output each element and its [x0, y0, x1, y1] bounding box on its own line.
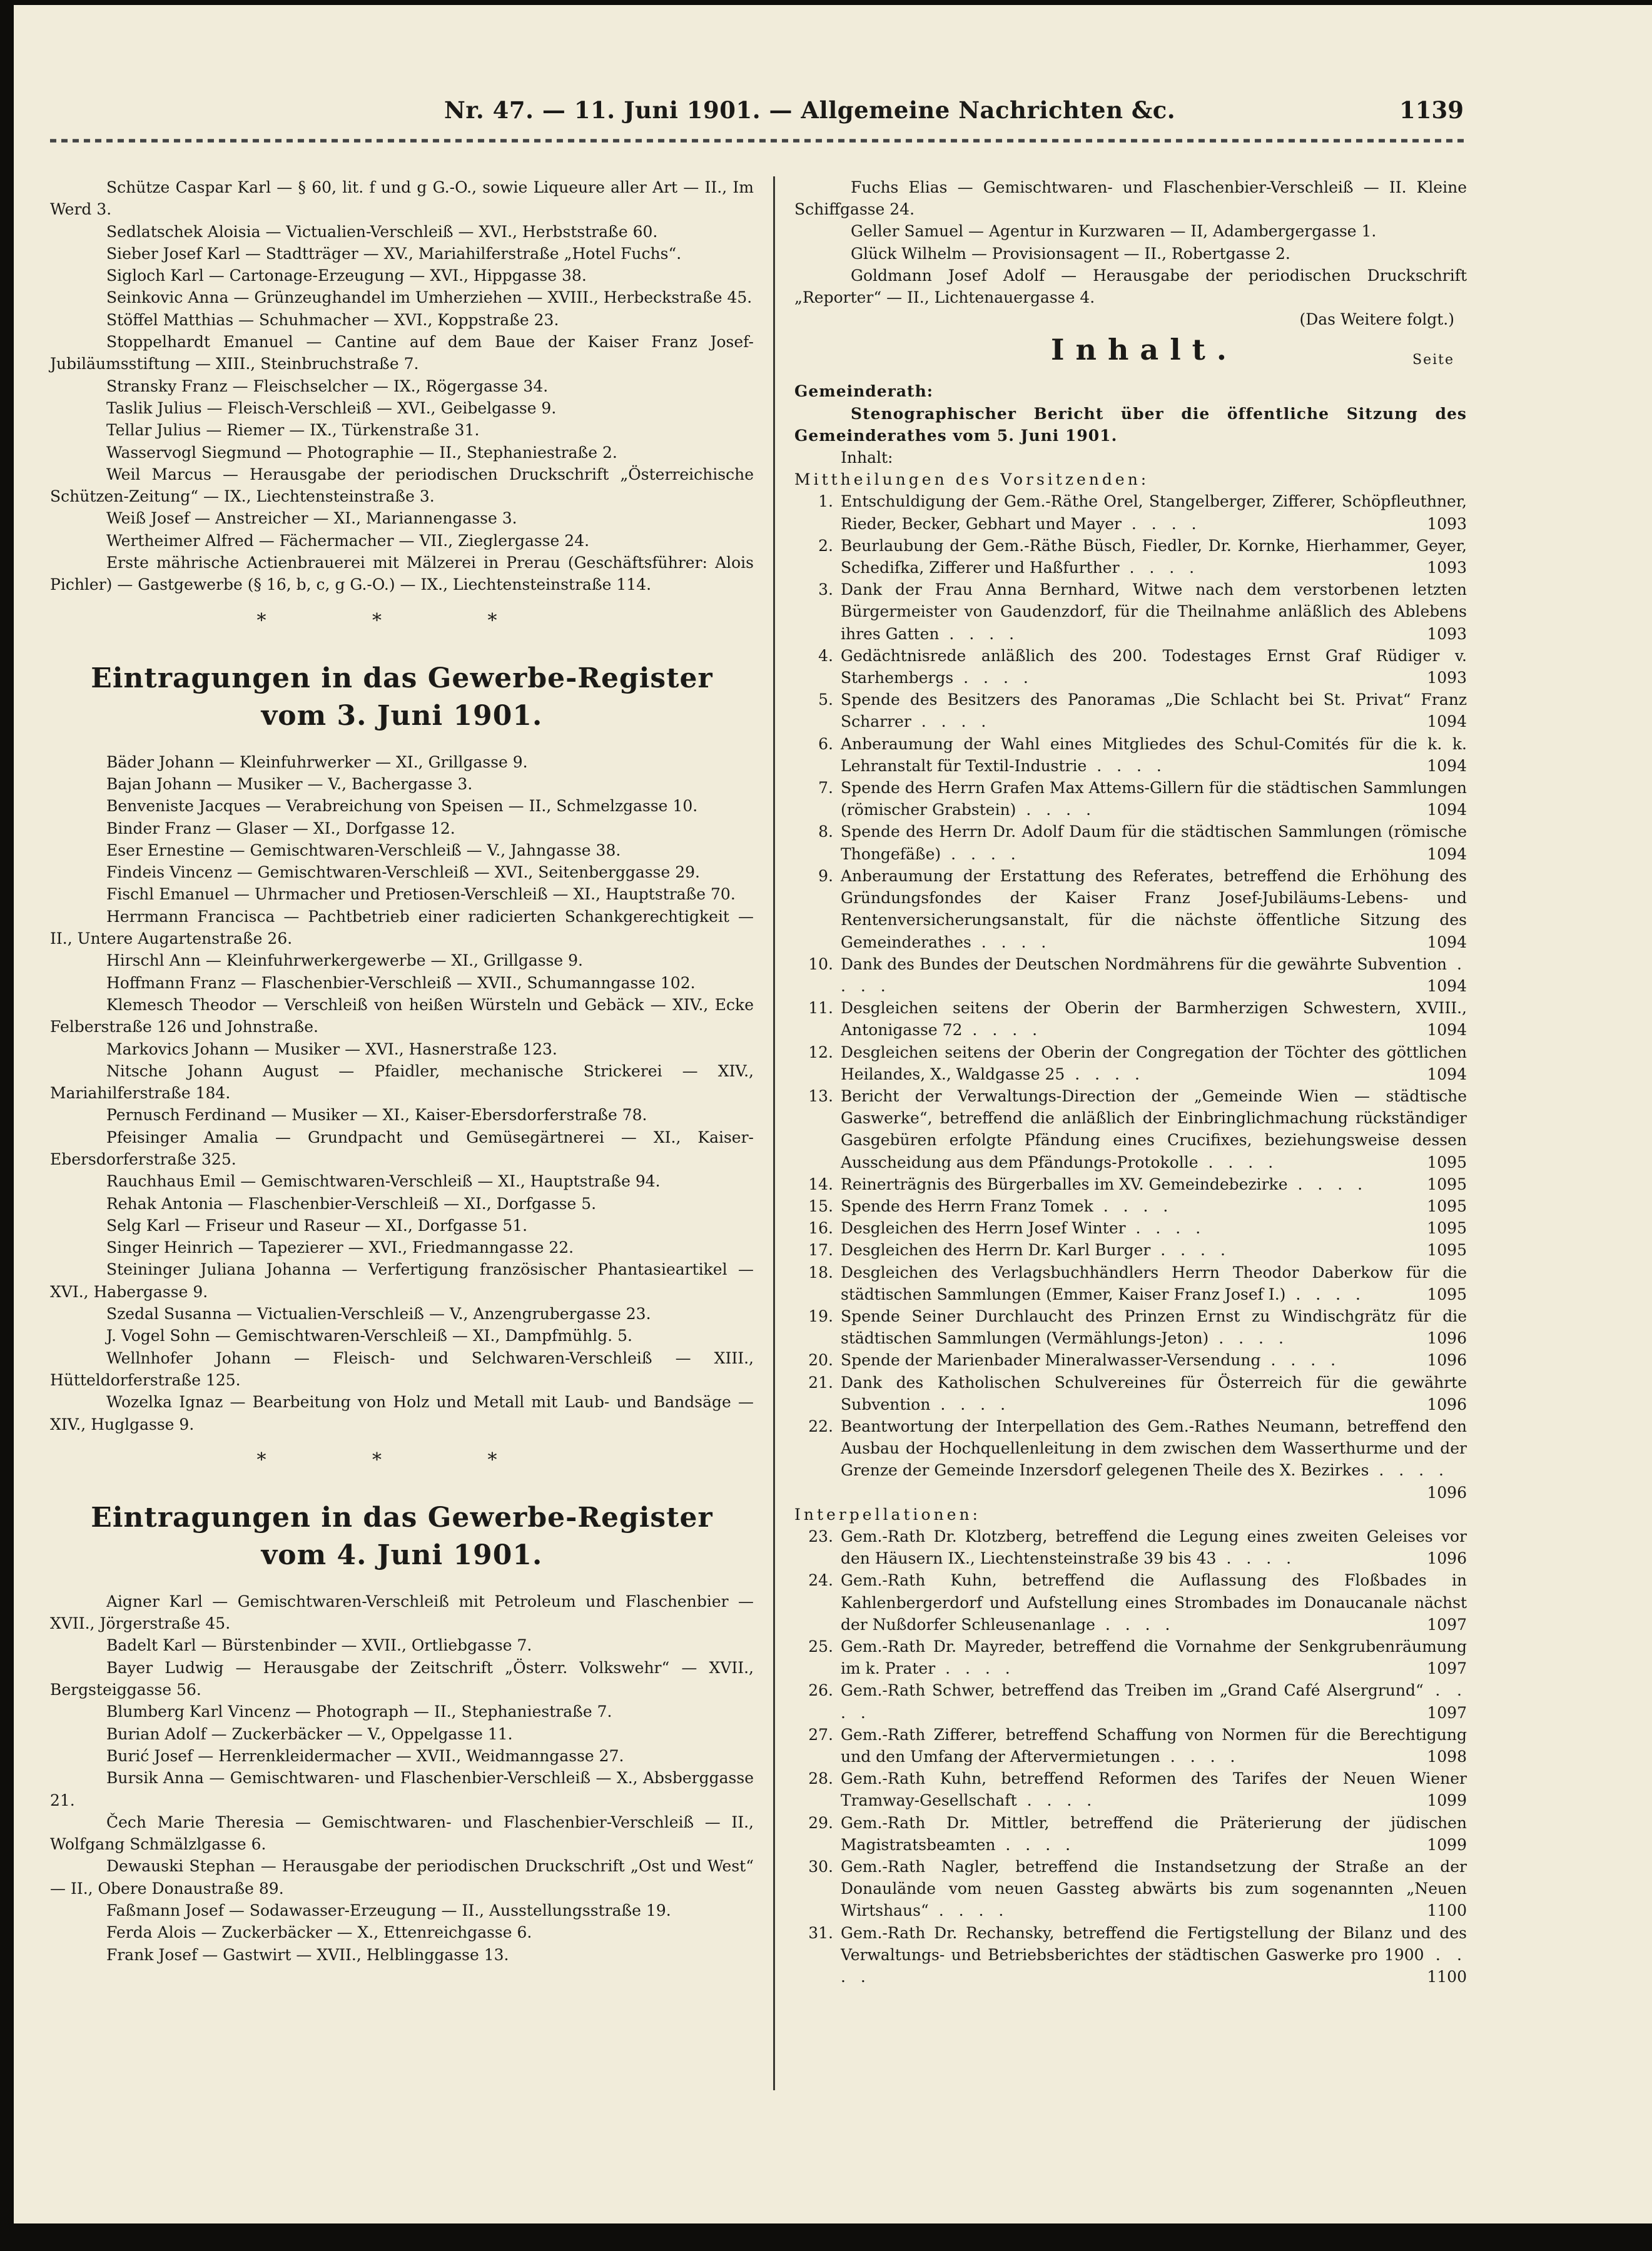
contents-title: Inhalt. [1051, 333, 1238, 367]
contents-item-text-wrap [841, 1305, 1467, 1349]
section-title-line2: vom 3. Juni 1901. [261, 699, 543, 732]
contents-item-text: Desgleichen des Verlagsbuchhändlers Herrn Theodor Daberkow für die städtischen Sammlungen (Emmer, Kaiser Franz Josef I.) [841, 1263, 1467, 1303]
contents-item [794, 1569, 1467, 1636]
register-entry: Erste mährische Actienbrauerei mit Mälzerei in Prerau (Geschäftsführer: Alois Pichler) — Gastgewerbe (§ 16, b, c, g G.-O.) — IX., Liechtensteinstraße 114. [50, 554, 754, 594]
contents-item-page: 1094 [1427, 933, 1467, 951]
register-entry: Stransky Franz — Fleischselcher — IX., Rögergasse 34. [106, 377, 549, 395]
contents-item [794, 1239, 1467, 1261]
contents-item-text-wrap [841, 1922, 1467, 1988]
register-entry: Bajan Johann — Musiker — V., Bachergasse 3. [106, 774, 473, 793]
contents-item-page: 1097 [1427, 1615, 1467, 1634]
contents-item-page: 1096 [1427, 1483, 1467, 1502]
register-entry: Eser Ernestine — Gemischtwaren-Verschleiß — V., Jahngasse 38. [106, 841, 621, 859]
register-entry: Geller Samuel — Agentur in Kurzwaren — II, Adambergergasse 1. [851, 222, 1377, 241]
contents-item-text: Desgleichen seitens der Oberin der Barmherzigen Schwestern, XVIII., Antonigasse 72 [841, 999, 1467, 1040]
contents-item-page: 1098 [1427, 1748, 1467, 1766]
contents-item-number: 20. [808, 1351, 833, 1370]
contents-item-number: 21. [808, 1373, 833, 1392]
contents-item-page: 1094 [1427, 801, 1467, 819]
contents-item-text-wrap [841, 777, 1467, 821]
register-entry: Stoppelhardt Emanuel — Cantine auf dem Baue der Kaiser Franz Josef-Jubiläumsstiftung — XIII., Steinbruchstraße 7. [50, 333, 754, 373]
contents-item-text-wrap [841, 733, 1467, 777]
contents-item-number: 7. [818, 779, 833, 797]
contents-item-text: Spende Seiner Durchlaucht des Prinzen Ernst zu Windischgrätz für die städtischen Sammlungen (Vermählungs-Jeton) [841, 1307, 1467, 1348]
register-entry: J. Vogel Sohn — Gemischtwaren-Verschleiß — XI., Dampfmühlg. 5. [106, 1327, 632, 1345]
register-entry: Bäder Johann — Kleinfuhrwerker — XI., Grillgasse 9. [106, 752, 528, 771]
section-title-june-3 [50, 660, 754, 735]
contents-item-number: 6. [818, 734, 833, 753]
register-entry: Wasservogl Siegmund — Photographie — II., Stephaniestraße 2. [106, 443, 617, 462]
contents-item-page: 1099 [1427, 1835, 1467, 1854]
contents-item-text: Beurlaubung der Gem.-Räthe Büsch, Fiedler, Dr. Kornke, Hierhammer, Geyer, Schedifka, Zifferer und Haßfurther [841, 536, 1467, 577]
contents-item [794, 1041, 1467, 1085]
contents-item-number: 16. [808, 1219, 833, 1238]
contents-item-text: Gem.-Rath Dr. Rechansky, betreffend die Fertigstellung der Bilanz und des Verwaltungs- und Betriebsberichtes der städtischen Gaswerke pro 1900 [841, 1923, 1467, 1964]
register-entry: Badelt Karl — Bürstenbinder — XVII., Ortliebgasse 7. [106, 1636, 532, 1655]
contents-item-text: Gem.-Rath Zifferer, betreffend Schaffung von Normen für die Berechtigung und den Umfang der Aftervermietungen [841, 1725, 1467, 1766]
contents-item [794, 733, 1467, 777]
contents-item-text-wrap [841, 1679, 1467, 1723]
right-column [794, 176, 1467, 2090]
leader-dots: . . . . [1016, 801, 1097, 819]
contents-item-number: 17. [808, 1241, 833, 1260]
scan-border-left [0, 0, 14, 2251]
column-separator [773, 176, 775, 2090]
leader-dots: . . . . [1065, 1065, 1145, 1083]
register-entry: Benveniste Jacques — Verabreichung von Speisen — II., Schmelzgasse 10. [106, 797, 698, 816]
register-entry: Faßmann Josef — Sodawasser-Erzeugung — II., Ausstellungsstraße 19. [106, 1901, 671, 1920]
leader-dots: . . . . [1216, 1549, 1297, 1568]
contents-item-text-wrap [841, 1525, 1467, 1569]
contents-item [794, 821, 1467, 864]
leader-dots: . . . . [928, 1901, 1009, 1920]
right-intro-entries [794, 176, 1467, 308]
contents-item-number: 29. [808, 1813, 833, 1832]
contents-item-text-wrap [841, 953, 1467, 997]
contents-item [794, 1173, 1467, 1195]
contents-item-number: 10. [808, 954, 833, 973]
register-entry: Selg Karl — Friseur und Raseur — XI., Dorfgasse 51. [106, 1216, 528, 1235]
leader-dots: . . . . [1093, 1196, 1173, 1215]
contents-item-page: 1093 [1427, 559, 1467, 577]
contents-list-mitteilungen [794, 490, 1467, 1503]
scan-border-bottom [0, 2223, 1652, 2251]
contents-item [794, 777, 1467, 821]
contents-item-text-wrap [841, 490, 1467, 534]
register-entry: Burian Adolf — Zuckerbäcker — V., Oppelgasse 11. [106, 1724, 513, 1743]
leader-dots: . . . . [1160, 1748, 1240, 1766]
contents-item-text-wrap [841, 1768, 1467, 1811]
contents-item-page: 1093 [1427, 514, 1467, 533]
register-entry: Nitsche Johann August — Pfaidler, mechanische Strickerei — XIV., Mariahilferstraße 184. [50, 1061, 754, 1103]
register-entry: Pernusch Ferdinand — Musiker — XI., Kaiser-Ebersdorferstraße 78. [106, 1106, 647, 1125]
contents-item-text-wrap [841, 1173, 1467, 1195]
contents-item-page: 1095 [1427, 1196, 1467, 1215]
register-entry: Binder Franz — Glaser — XI., Dorfgasse 12. [106, 819, 455, 837]
section-title-line2: vom 4. Juni 1901. [261, 1539, 543, 1571]
contents-item [794, 579, 1467, 645]
left-column [50, 176, 754, 2090]
mitteilungen-label: Mittheilungen des Vorsitzenden: [794, 470, 1150, 489]
register-entry: Sigloch Karl — Cartonage-Erzeugung — XVI., Hippgasse 38. [106, 266, 587, 285]
inhalt-label: Inhalt: [841, 448, 893, 467]
contents-item-text-wrap [841, 821, 1467, 864]
register-entry: Bursik Anna — Gemischtwaren- und Flaschenbier-Verschleiß — X., Absberggasse 21. [50, 1769, 754, 1809]
contents-item-text: Spende der Marienbader Mineralwasser-Versendung [841, 1351, 1261, 1370]
contents-item-text: Reinerträgnis des Bürgerballes im XV. Gemeindebezirke [841, 1175, 1288, 1193]
contents-item [794, 997, 1467, 1041]
contents-item-text: Anberaumung der Erstattung des Referates, betreffend die Erhöhung des Gründungsfondes der Kaiser Franz Josef-Jubiläums-Lebens- und Rentenversicherungsanstalt, für die nächste öffentliche Sitzung des Gemeinderathes [841, 866, 1467, 951]
register-entry: Stöffel Matthias — Schuhmacher — XVI., Koppstraße 23. [106, 310, 559, 329]
contents-item-text-wrap [841, 1262, 1467, 1305]
contents-item-text: Gem.-Rath Dr. Klotzberg, betreffend die Legung eines zweiten Geleises vor den Häusern IX., Liechtensteinstraße 39 bis 43 [841, 1527, 1467, 1568]
register-entry: Wozelka Ignaz — Bearbeitung von Holz und Metall mit Laub- und Bandsäge — XIV., Huglgasse 9. [50, 1393, 754, 1434]
contents-item-text: Desgleichen seitens der Oberin der Congregation der Töchter des göttlichen Heilandes, X., Waldgasse 25 [841, 1043, 1467, 1083]
register-entry: Wertheimer Alfred — Fächermacher — VII., Zieglergasse 24. [106, 531, 590, 550]
register-entry: Seinkovic Anna — Grünzeughandel im Umherziehen — XVIII., Herbeckstraße 45. [106, 288, 753, 307]
contents-item [794, 490, 1467, 534]
page-number: 1139 [1399, 96, 1464, 124]
gemeinderath-label: Gemeinderath: [794, 382, 933, 401]
register-entry: Herrmann Francisca — Pachtbetrieb einer radicierten Schankgerechtigkeit — II., Untere Augartenstraße 26. [50, 907, 754, 948]
leader-dots: . . . . [841, 1681, 1467, 1722]
register-entry: Frank Josef — Gastwirt — XVII., Helblinggasse 13. [106, 1945, 509, 1964]
contents-page-label: Seite [1412, 352, 1454, 368]
register-entry: Sedlatschek Aloisia — Victualien-Verschleiß — XVI., Herbststraße 60. [106, 222, 658, 241]
contents-item-number: 25. [808, 1637, 833, 1656]
register-entry: Taslik Julius — Fleisch-Verschleiß — XVI., Geibelgasse 9. [106, 398, 557, 417]
contents-item-page: 1097 [1427, 1703, 1467, 1722]
contents-item-page: 1095 [1427, 1241, 1467, 1260]
section-divider-stars-2 [50, 1435, 754, 1499]
contents-item [794, 1856, 1467, 1922]
contents-item-text-wrap [841, 1569, 1467, 1636]
register-entry: Tellar Julius — Riemer — IX., Türkenstraße 31. [106, 421, 480, 440]
contents-item-page: 1100 [1427, 1901, 1467, 1920]
contents-item-text: Dank des Katholischen Schulvereines für Österreich für die gewährte Subvention [841, 1373, 1467, 1414]
register-entry: Markovics Johann — Musiker — XVI., Hasnerstraße 123. [106, 1040, 557, 1058]
register-entry: Hoffmann Franz — Flaschenbier-Verschleiß — XVII., Schumanngasse 102. [106, 973, 696, 992]
contents-item-number: 11. [808, 999, 833, 1018]
contents-item-text: Spende des Herrn Grafen Max Attems-Gillern für die städtischen Sammlungen (römischer Grabstein) [841, 779, 1467, 819]
leader-dots: . . . . [939, 624, 1020, 643]
register-entry: Schütze Caspar Karl — § 60, lit. f und g G.-O., sowie Liqueure aller Art — II., Im Werd 3. [50, 178, 754, 219]
scan-border-top [0, 0, 1652, 5]
contents-item-number: 5. [818, 690, 833, 709]
contents-item-text: Gem.-Rath Dr. Mittler, betreffend die Präterierung der jüdischen Magistratsbeamten [841, 1813, 1467, 1854]
contents-item-page: 1095 [1427, 1219, 1467, 1238]
contents-item [794, 1525, 1467, 1569]
contents-item-page: 1094 [1427, 1065, 1467, 1083]
register-entry: Blumberg Karl Vincenz — Photograph — II., Stephaniestraße 7. [106, 1702, 612, 1721]
page-header [50, 93, 1464, 130]
contents-item-text: Dank der Frau Anna Bernhard, Witwe nach dem verstorbenen letzten Bürgermeister von Gaudenzdorf, für die Theilnahme anläßlich des Ablebens ihres Gatten [841, 580, 1467, 643]
leader-dots: . . . . [1209, 1329, 1289, 1348]
contents-item-text-wrap [841, 689, 1467, 732]
contents-item [794, 1636, 1467, 1679]
register-entry: Weil Marcus — Herausgabe der periodischen Druckschrift „Österreichische Schützen-Zeitung“ — IX., Liechtensteinstraße 3. [50, 465, 754, 506]
leader-dots: . . . . [911, 712, 991, 731]
contents-item-page: 1094 [1427, 712, 1467, 731]
contents-item-page: 1096 [1427, 1329, 1467, 1348]
contents-item-text-wrap [841, 645, 1467, 689]
contents-item [794, 1768, 1467, 1811]
register-entry: Pfeisinger Amalia — Grundpacht und Gemüsegärtnerei — XI., Kaiser-Ebersdorferstraße 325. [50, 1128, 754, 1168]
contents-item-text-wrap [841, 1724, 1467, 1768]
contents-item-text: Bericht der Verwaltungs-Direction der „Gemeinde Wien — städtische Gaswerke“, betreffend die anläßlich der Einbringlichmachung rückständiger Gasgebüren erfolgte Pfändung eines Crucifixes, beziehungsweise dessen Ausscheidung aus dem Pfändungs-Protokolle [841, 1086, 1467, 1171]
leader-dots: . . . . [1369, 1461, 1449, 1480]
contents-item-number: 18. [808, 1263, 833, 1282]
register-entry: Goldmann Josef Adolf — Herausgabe der periodischen Druckschrift „Reporter“ — II., Lichtenauergasse 4. [794, 266, 1467, 307]
contents-item-number: 4. [818, 646, 833, 665]
contents-item [794, 1415, 1467, 1504]
contents-item-number: 27. [808, 1725, 833, 1744]
contents-item-text-wrap [841, 1415, 1467, 1504]
leader-dots: . . . . [1260, 1351, 1341, 1370]
contents-item-number: 2. [818, 536, 833, 555]
register-entry: Glück Wilhelm — Provisionsagent — II., Robertgasse 2. [851, 244, 1290, 263]
contents-item-text: Gem.-Rath Nagler, betreffend die Instandsetzung der Straße an der Donaulände vom neuen Gassteg abwärts bis zum sogenannten „Neuen Wirtshaus“ [841, 1858, 1467, 1920]
contents-item-page: 1096 [1427, 1395, 1467, 1414]
leader-dots: . . . . [841, 1945, 1467, 1986]
contents-item-number: 23. [808, 1527, 833, 1545]
leader-dots: . . . . [941, 844, 1021, 863]
register-entry: Fuchs Elias — Gemischtwaren- und Flaschenbier-Verschleiß — II. Kleine Schiffgasse 24. [794, 178, 1467, 219]
header-rule [50, 136, 1465, 145]
contents-item-number: 14. [808, 1175, 833, 1193]
leader-dots: . . . . [1198, 1153, 1279, 1171]
contents-item-number: 30. [808, 1858, 833, 1876]
stars-line: * * * [256, 609, 547, 632]
contents-item-text-wrap [841, 865, 1467, 953]
contents-item-number: 9. [818, 866, 833, 885]
section-divider-stars [50, 596, 754, 660]
register-entry: Singer Heinrich — Tapezierer — XVI., Friedmanngasse 22. [106, 1238, 574, 1257]
register-entry: Hirschl Ann — Kleinfuhrwerkergewerbe — XI., Grillgasse 9. [106, 951, 583, 970]
contents-item-page: 1094 [1427, 976, 1467, 995]
contents-item-number: 28. [808, 1769, 833, 1788]
contents-item-number: 13. [808, 1086, 833, 1105]
contents-item [794, 1085, 1467, 1173]
contents-item-text: Gem.-Rath Schwer, betreffend das Treiben im „Grand Café Alsergrund“ [841, 1681, 1424, 1700]
register-entry: Burić Josef — Herrenkleidermacher — XVII., Weidmanngasse 27. [106, 1746, 624, 1765]
section-title-june-4 [50, 1499, 754, 1574]
register-entry: Weiß Josef — Anstreicher — XI., Mariannengasse 3. [106, 509, 517, 528]
register-entry: Rehak Antonia — Flaschenbier-Verschleiß — XI., Dorfgasse 5. [106, 1194, 597, 1213]
contents-item-number: 19. [808, 1307, 833, 1325]
leader-dots: . . . . [1119, 559, 1200, 577]
register-entries-june-4 [50, 1591, 754, 1966]
register-entry: Čech Marie Theresia — Gemischtwaren- und Flaschenbier-Verschleiß — II., Wolfgang Schmälzlgasse 6. [50, 1813, 754, 1854]
leader-dots: . . . . [1095, 1615, 1175, 1634]
contents-item [794, 1195, 1467, 1217]
contents-item-text-wrap [841, 1856, 1467, 1922]
contents-item-text-wrap [841, 1372, 1467, 1415]
contents-item-page: 1096 [1427, 1351, 1467, 1370]
contents-item [794, 535, 1467, 579]
contents-item-page: 1099 [1427, 1791, 1467, 1810]
contents-item-number: 1. [818, 492, 833, 511]
register-entry: Klemesch Theodor — Verschleiß von heißen Würsteln und Gebäck — XIV., Ecke Felberstraße 126 und Johnstraße. [50, 995, 754, 1036]
register-entry: Rauchhaus Emil — Gemischtwaren-Verschleiß — XI., Hauptstraße 94. [106, 1172, 661, 1191]
leader-dots: . . . . [971, 933, 1052, 951]
contents-item-page: 1097 [1427, 1659, 1467, 1678]
contents-item [794, 1812, 1467, 1856]
leader-dots: . . . . [995, 1835, 1076, 1854]
leader-dots: . . . . [1016, 1791, 1097, 1810]
contents-item-number: 24. [808, 1571, 833, 1590]
contents-item-text-wrap [841, 1195, 1467, 1217]
continued-note: (Das Weitere folgt.) [1299, 310, 1454, 329]
contents-item-page: 1096 [1427, 1549, 1467, 1568]
register-entry: Dewauski Stephan — Herausgabe der periodischen Druckschrift „Ost und West“ — II., Obere Donaustraße 89. [50, 1857, 754, 1898]
leader-dots: . . . . [841, 954, 1467, 995]
contents-item-text-wrap [841, 1041, 1467, 1085]
contents-item-text: Dank des Bundes der Deutschen Nordmährens für die gewährte Subvention [841, 954, 1447, 973]
contents-item [794, 1922, 1467, 1988]
leader-dots: . . . . [1125, 1219, 1206, 1238]
contents-item-number: 22. [808, 1417, 833, 1435]
leader-dots: . . . . [962, 1021, 1043, 1040]
header-title: Nr. 47. — 11. Juni 1901. — Allgemeine Nachrichten &c. [444, 96, 1176, 124]
report-title: Stenographischer Bericht über die öffentliche Sitzung des Gemeinderathes vom 5. Juni 1901. [794, 404, 1467, 445]
register-entry: Szedal Susanna — Victualien-Verschleiß — V., Anzengrubergasse 23. [106, 1305, 651, 1323]
contents-item [794, 1217, 1467, 1239]
contents-item-page: 1093 [1427, 624, 1467, 643]
contents-item-text: Gedächtnisrede anläßlich des 200. Todestages Ernst Graf Rüdiger v. Starhembergs [841, 646, 1467, 687]
contents-item-text-wrap [841, 1636, 1467, 1679]
leader-dots: . . . . [935, 1659, 1015, 1678]
contents-item-text-wrap [841, 535, 1467, 579]
contents-heading [794, 330, 1467, 380]
contents-item-text-wrap [841, 579, 1467, 645]
contents-item-page: 1093 [1427, 669, 1467, 687]
contents-item [794, 1724, 1467, 1768]
contents-item-text: Spende des Besitzers des Panoramas „Die Schlacht bei St. Privat“ Franz Scharrer [841, 690, 1467, 731]
section-title-line1: Eintragungen in das Gewerbe-Register [91, 662, 713, 694]
contents-item-text: Spende des Herrn Dr. Adolf Daum für die städtischen Sammlungen (römische Thongefäße) [841, 822, 1467, 863]
contents-list-interpellationen [794, 1525, 1467, 1988]
contents-item-page: 1094 [1427, 1021, 1467, 1040]
contents-item-page: 1094 [1427, 844, 1467, 863]
leader-dots: . . . . [1287, 1175, 1368, 1193]
register-entry: Bayer Ludwig — Herausgabe der Zeitschrift „Österr. Volkswehr“ — XVII., Bergsteiggasse 56. [50, 1658, 754, 1699]
register-entries-june-3 [50, 751, 754, 1435]
contents-item-text-wrap [841, 1217, 1467, 1239]
leader-dots: . . . . [953, 669, 1033, 687]
contents-item-number: 31. [808, 1923, 833, 1942]
section-title-line1: Eintragungen in das Gewerbe-Register [91, 1501, 713, 1534]
contents-item-text: Beantwortung der Interpellation des Gem.-Rathes Neumann, betreffend den Ausbau der Hochquellenleitung in dem zwischen dem Wasserthurme und der Grenze der Gemeinde Inzersdorf gelegenen Theile des X. Bezirkes [841, 1417, 1467, 1480]
register-entry: Sieber Josef Karl — Stadtträger — XV., Mariahilferstraße „Hotel Fuchs“. [106, 244, 682, 263]
contents-item-page: 1095 [1427, 1285, 1467, 1303]
contents-item [794, 1262, 1467, 1305]
contents-item [794, 1305, 1467, 1349]
register-entry: Aigner Karl — Gemischtwaren-Verschleiß mit Petroleum und Flaschenbier — XVII., Jörgerstraße 45. [50, 1592, 754, 1633]
register-entry: Wellnhofer Johann — Fleisch- und Selchwaren-Verschleiß — XIII., Hütteldorferstraße 125. [50, 1348, 754, 1389]
leader-dots: . . . . [930, 1395, 1011, 1414]
interpellationen-label: Interpellationen: [794, 1505, 981, 1524]
contents-item-number: 26. [808, 1681, 833, 1700]
contents-item-text-wrap [841, 1812, 1467, 1856]
contents-item-text-wrap [841, 997, 1467, 1041]
left-intro-entries [50, 176, 754, 596]
register-entry: Fischl Emanuel — Uhrmacher und Pretiosen-Verschleiß — XI., Hauptstraße 70. [106, 885, 736, 904]
register-entry: Ferda Alois — Zuckerbäcker — X., Ettenreichgasse 6. [106, 1923, 532, 1942]
contents-item [794, 953, 1467, 997]
contents-item-text: Anberaumung der Wahl eines Mitgliedes des Schul-Comités für die k. k. Lehranstalt für Textil-Industrie [841, 734, 1467, 775]
leader-dots: . . . . [1087, 756, 1167, 775]
contents-item [794, 1372, 1467, 1415]
contents-item-text-wrap [841, 1085, 1467, 1173]
contents-item-page: 1100 [1427, 1968, 1467, 1986]
contents-item-text: Desgleichen des Herrn Dr. Karl Burger [841, 1241, 1151, 1260]
contents-item [794, 1349, 1467, 1371]
contents-item-text: Spende des Herrn Franz Tomek [841, 1196, 1093, 1215]
register-entry: Steininger Juliana Johanna — Verfertigung französischer Phantasieartikel — XVI., Habergasse 9. [50, 1260, 754, 1301]
contents-item-page: 1095 [1427, 1153, 1467, 1171]
contents-item-text: Entschuldigung der Gem.-Räthe Orel, Stangelberger, Zifferer, Schöpfleuthner, Rieder, Becker, Gebhart und Mayer [841, 492, 1467, 533]
contents-item [794, 689, 1467, 732]
contents-item-text: Desgleichen des Herrn Josef Winter [841, 1219, 1126, 1238]
contents-item-text: Gem.-Rath Dr. Mayreder, betreffend die Vornahme der Senkgrubenräumung im k. Prater [841, 1637, 1467, 1678]
leader-dots: . . . . [1121, 514, 1202, 533]
contents-item [794, 1679, 1467, 1723]
contents-item-text-wrap [841, 1349, 1467, 1371]
contents-item-text: Gem.-Rath Kuhn, betreffend die Auflassung des Floßbades in Kahlenbergerdorf und Aufstellung eines Strombades im Donaucanale nächst der Nußdorfer Schleusenanlage [841, 1571, 1467, 1634]
contents-item [794, 645, 1467, 689]
contents-item-text: Gem.-Rath Kuhn, betreffend Reformen des Tarifes der Neuen Wiener Tramway-Gesellschaft [841, 1769, 1467, 1810]
contents-item-page: 1094 [1427, 756, 1467, 775]
leader-dots: . . . . [1150, 1241, 1230, 1260]
contents-item-number: 15. [808, 1196, 833, 1215]
register-entry: Findeis Vincenz — Gemischtwaren-Verschleiß — XVI., Seitenberggasse 29. [106, 863, 700, 882]
contents-item-page: 1095 [1427, 1175, 1467, 1193]
contents-item-number: 3. [818, 580, 833, 599]
contents-item-number: 8. [818, 822, 833, 841]
contents-item [794, 865, 1467, 953]
contents-item-text-wrap [841, 1239, 1467, 1261]
stars-line: * * * [256, 1449, 547, 1471]
contents-item-number: 12. [808, 1043, 833, 1061]
leader-dots: . . . . [1285, 1285, 1366, 1303]
